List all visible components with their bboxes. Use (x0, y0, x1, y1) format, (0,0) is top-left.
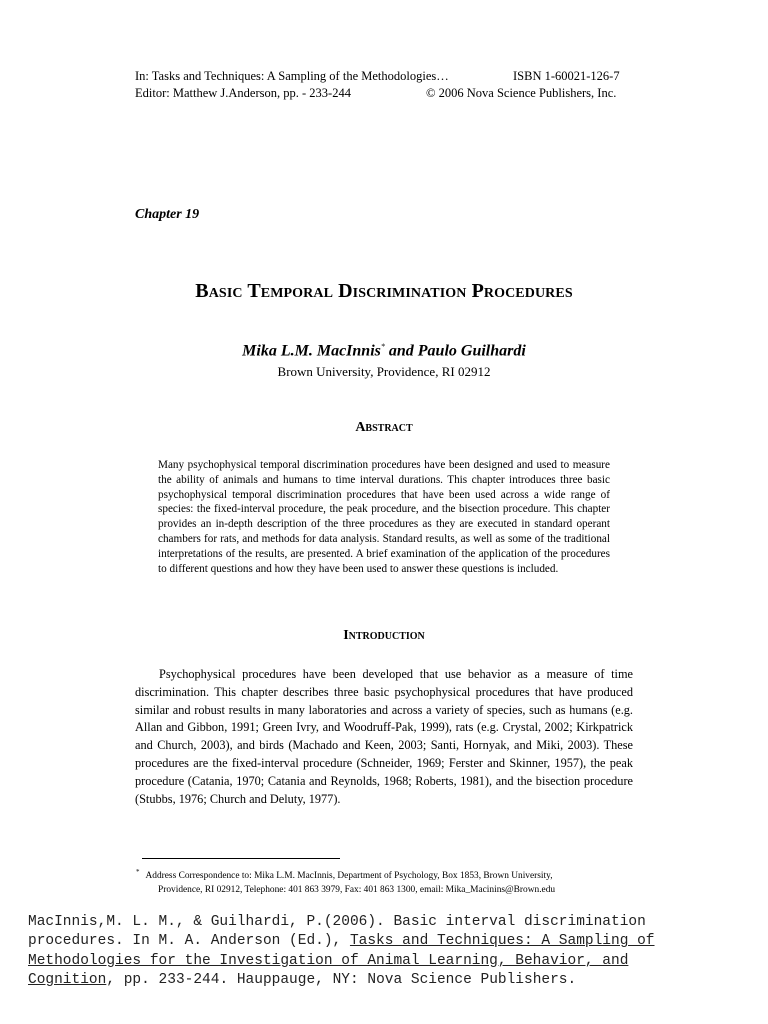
author-first: Mika L.M. MacInnis (242, 342, 381, 360)
authors (0, 342, 768, 360)
footnote (136, 866, 636, 897)
header-editor-line: Editor: Matthew J.Anderson, pp. - 233-244 (135, 86, 351, 100)
paper-title: Basic Temporal Discrimination Procedures (195, 280, 573, 302)
footnote-text-1: Address Correspondence to: Mika L.M. MacInnis, Department of Psychology, Box 1853, Brown University, (145, 871, 553, 882)
footnote-line-2: Providence, RI 02912, Telephone: 401 863 3979, Fax: 401 863 1300, email: Mika_Macinins@Brown.edu (158, 884, 556, 895)
header-copyright: © 2006 Nova Science Publishers, Inc. (426, 86, 617, 100)
footnote-divider (142, 858, 340, 859)
abstract-text: Many psychophysical temporal discrimination procedures have been designed and used to measure the ability of animals and humans to time interval durations. This chapter introduces three basic psychophysical temporal discrimination procedures that have been used across a wide range of species: the fixed-interval procedure, the peak procedure, and the bisection procedure. This chapter provides an in-depth description of the three procedures as they are executed in standard operant chambers for rats, and methods for data analysis. Standard results, as well as some of the traditional interpretations of the results, are presented. A brief examination of the application of the procedures to different questions and how they have been used to answer these questions is included. (158, 459, 610, 575)
citation-block (28, 913, 748, 990)
author-rest: and Paulo Guilhardi (384, 342, 526, 360)
abstract-heading: Abstract (355, 420, 413, 435)
footnote-mark: * (136, 868, 140, 876)
header-source-line: In: Tasks and Techniques: A Sampling of the Methodologies… (135, 69, 449, 83)
introduction-heading: Introduction (343, 628, 425, 643)
footnote-line-1 (136, 866, 636, 884)
citation-prefix: MacInnis,M. L. M., & Guilhardi, P.(2006). Basic interval discrimination procedures. In M. A. Anderson (Ed.), (28, 914, 646, 950)
introduction-text: Psychophysical procedures have been developed that use behavior as a measure of time discrimination. This chapter describes three basic psychophysical procedures that have produced similar and robust results in many laboratories and across a variety of species, such as humans (e.g. Allan and Gibbon, 1991; Green Ivry, and Woodruff-Pak, 1999), rats (e.g. Crystal, 2002; Kirkpatrick and Church, 2003), and birds (Machado and Keen, 2003; Santi, Hornyak, and Miki, 2003). These procedures are the fixed-interval procedure (Schneider, 1969; Ferster and Skinner, 1957), the peak procedure (Catania, 1970; Catania and Reynolds, 1968; Roberts, 1981), and the bisection procedure (Stubbs, 1976; Church and Deluty, 1977). (135, 667, 633, 806)
citation-book-title: Tasks and Techniques: A Sampling of Methodologies for the Investigation of Animal Learning, Behavior, and Cognition (28, 933, 655, 988)
header-isbn: ISBN 1-60021-126-7 (513, 69, 620, 83)
chapter-label: Chapter 19 (135, 207, 200, 222)
affiliation: Brown University, Providence, RI 02912 (277, 364, 491, 379)
citation-suffix: , pp. 233-244. Hauppauge, NY: Nova Science Publishers. (106, 971, 577, 988)
author-footnote-mark: * (380, 342, 385, 351)
